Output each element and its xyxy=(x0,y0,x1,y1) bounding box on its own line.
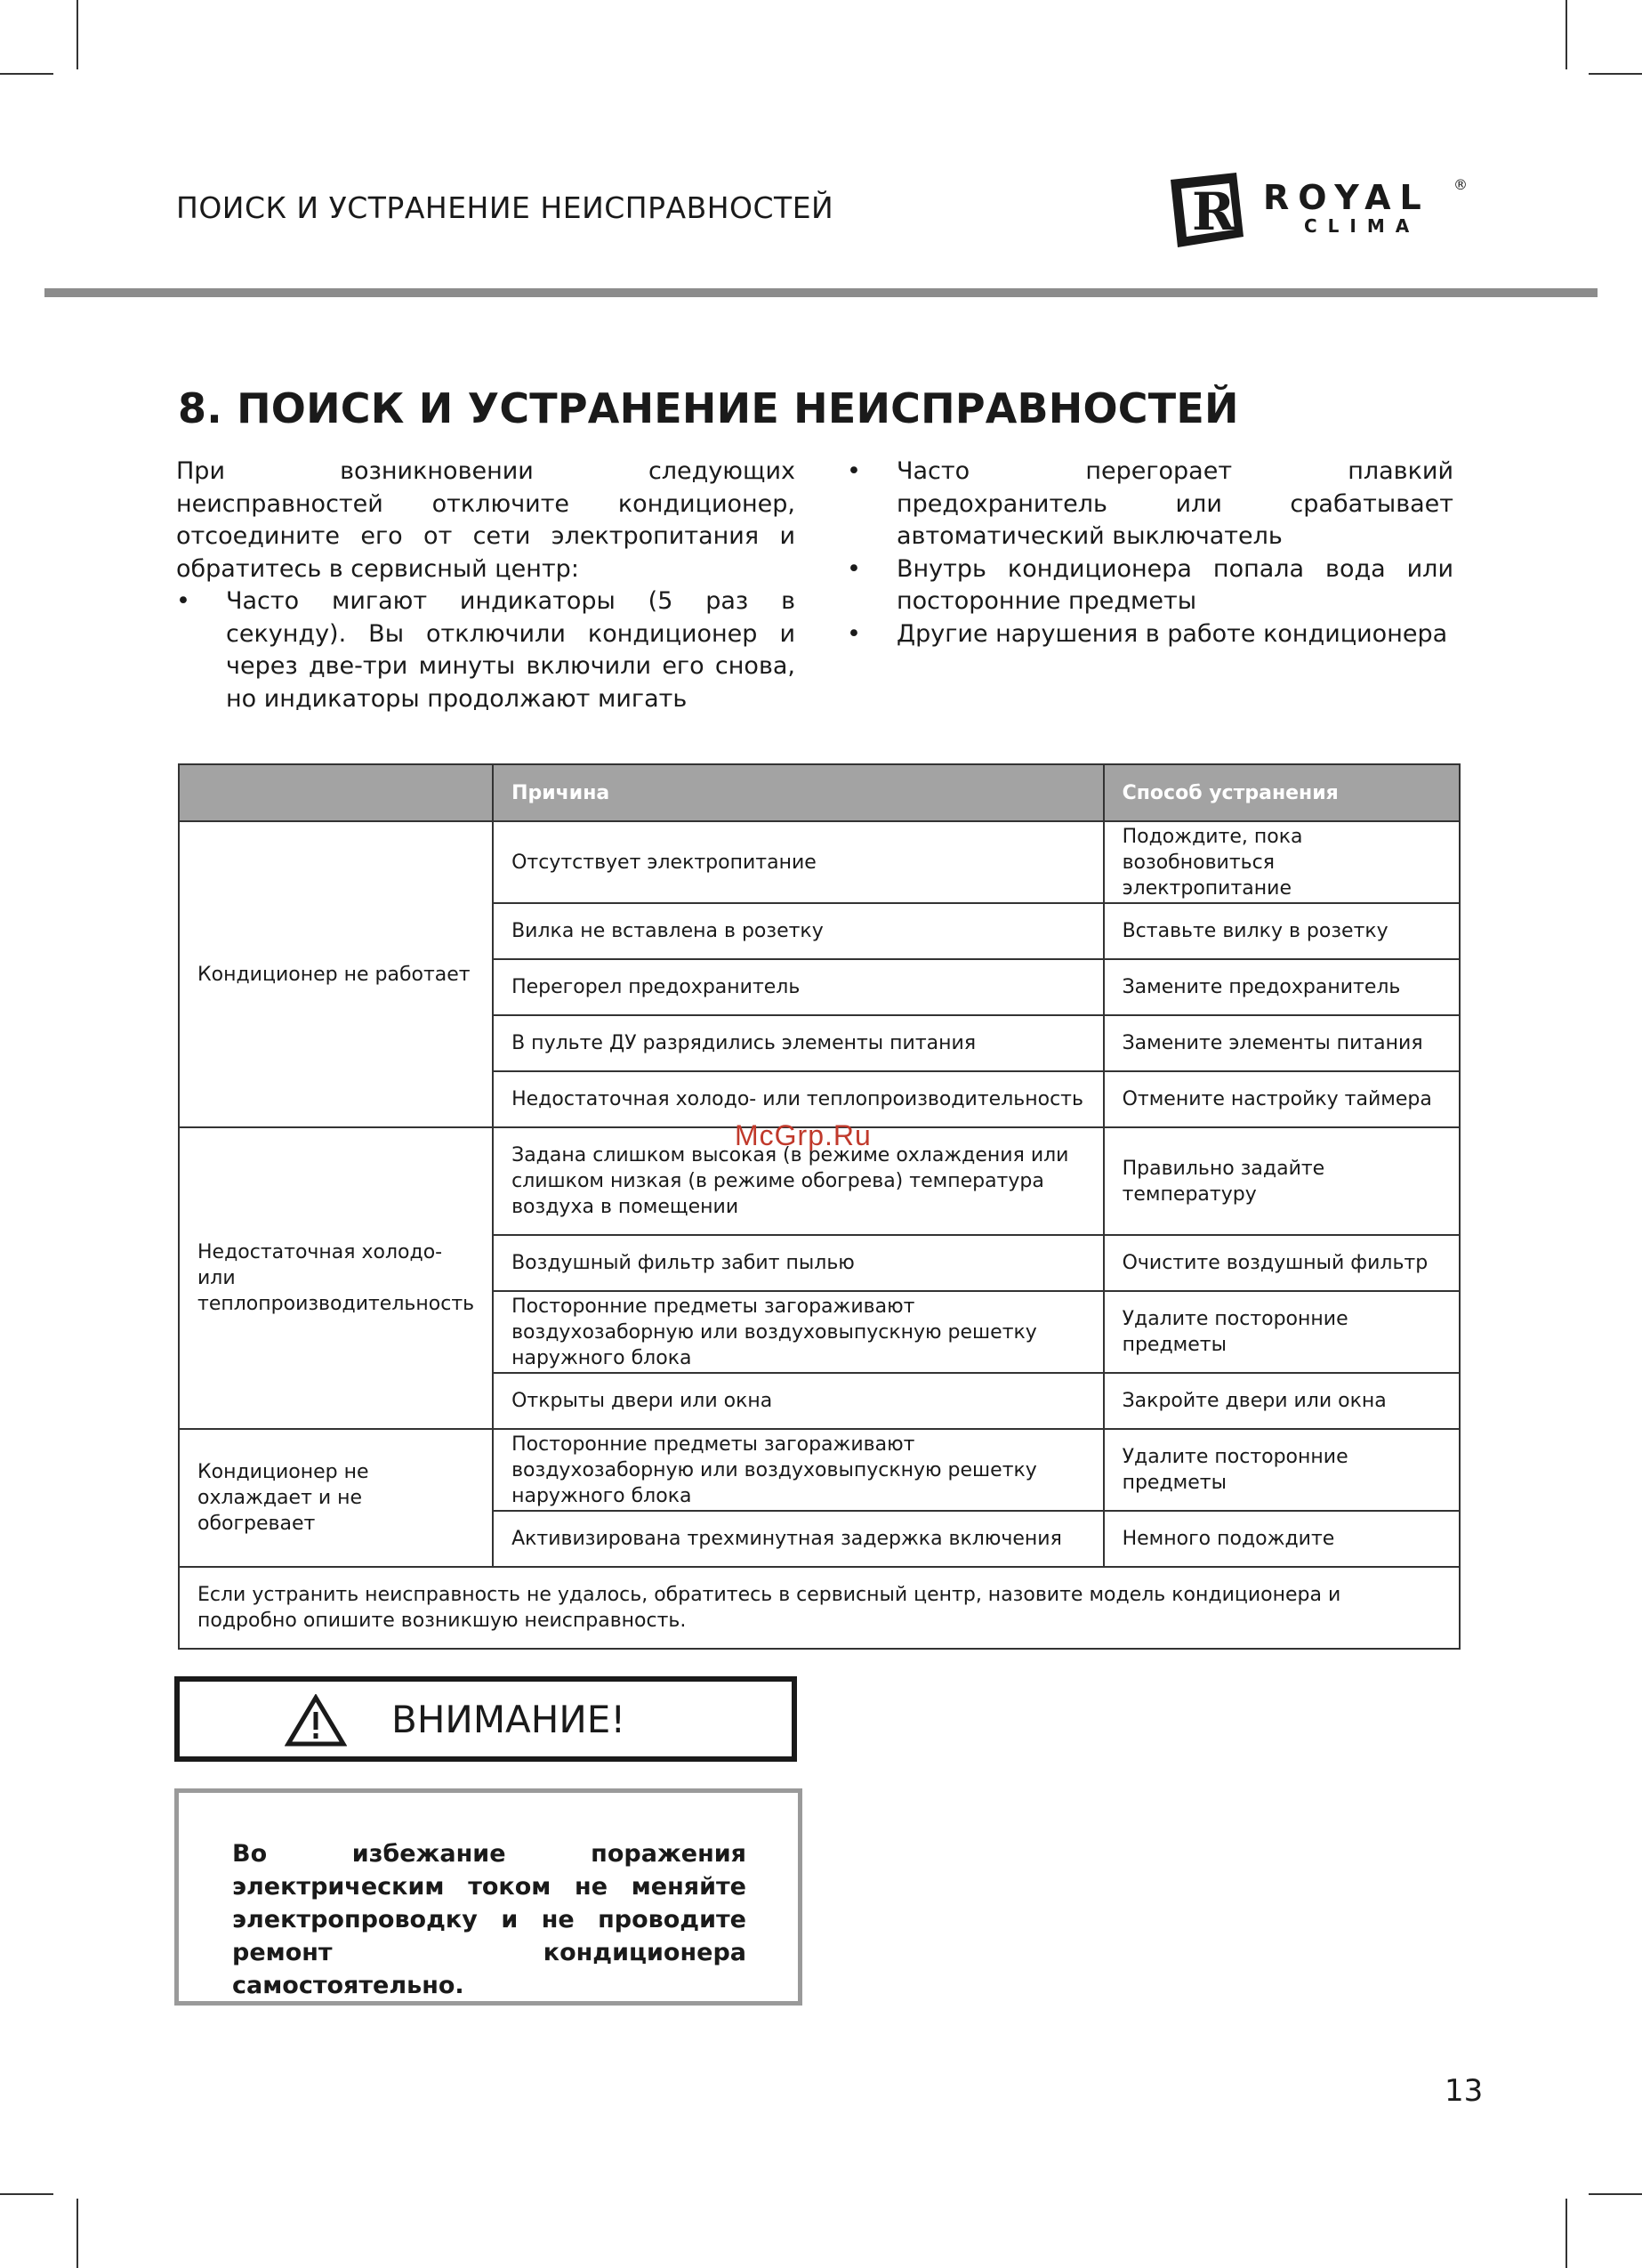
solution-cell: Правильно задайте температуру xyxy=(1104,1127,1460,1235)
bullet-item: • Внутрь кондиционера попала вода или посторонние предметы xyxy=(847,553,1453,618)
brand-name-top: ROYAL xyxy=(1263,178,1430,217)
crop-mark xyxy=(1589,73,1642,75)
running-title: ПОИСК И УСТРАНЕНИЕ НЕИСПРАВНОСТЕЙ xyxy=(176,190,834,225)
solution-cell: Очистите воздушный фильтр xyxy=(1104,1235,1460,1291)
header-cell-problem xyxy=(179,764,493,821)
table-footer-note: Если устранить неисправность не удалось, обратитесь в сервисный центр, назовите модель кондиционера и подробно опишите возникшую неисправность. xyxy=(179,1567,1460,1649)
cause-cell: Недостаточная холодо- или теплопроизводительность xyxy=(493,1071,1103,1127)
crop-mark xyxy=(1566,2199,1567,2268)
registered-mark: ® xyxy=(1453,176,1468,193)
header-divider xyxy=(44,288,1598,297)
cause-cell: Активизирована трехминутная задержка включения xyxy=(493,1511,1103,1567)
crop-mark xyxy=(0,73,53,75)
header-cell-cause: Причина xyxy=(493,764,1103,821)
brand-logo xyxy=(1163,171,1466,251)
cause-cell: Отсутствует электропитание xyxy=(493,821,1103,903)
warning-box xyxy=(174,1788,802,2006)
problem-cell: Недостаточная холодо- или теплопроизводительность xyxy=(179,1127,493,1429)
cause-cell: Открыты двери или окна xyxy=(493,1373,1103,1429)
table-row xyxy=(179,1429,1460,1511)
warning-text: Во избежание поражения электрическим током не меняйте электропроводку и не проводите ремонт кондиционера самостоятельно. xyxy=(232,1840,746,1999)
crop-mark xyxy=(76,2199,78,2268)
intro-column-left xyxy=(176,456,795,715)
cause-cell: Посторонние предметы загораживают воздухозаборную или воздуховыпускную решетку наружного блока xyxy=(493,1291,1103,1373)
solution-cell: Замените предохранитель xyxy=(1104,959,1460,1015)
intro-column-right xyxy=(847,456,1453,650)
bullet-item: • Часто мигают индикаторы (5 раз в секунду). Вы отключили кондиционер и через две-три минуты включили его снова, но индикаторы продолжают мигать xyxy=(176,585,795,715)
crop-mark xyxy=(0,2193,53,2195)
section-title: 8. ПОИСК И УСТРАНЕНИЕ НЕИСПРАВНОСТЕЙ xyxy=(178,384,1239,432)
solution-cell: Отмените настройку таймера xyxy=(1104,1071,1460,1127)
solution-cell: Вставьте вилку в розетку xyxy=(1104,903,1460,959)
warning-header xyxy=(174,1676,797,1762)
table-header-row xyxy=(179,764,1460,821)
intro-paragraph: При возникновении следующих неисправностей отключите кондиционер, отсоедините его от сети электропитания и обратитесь в сервисный центр: xyxy=(176,457,795,583)
brand-mark-letter: R xyxy=(1192,182,1236,242)
warning-title: ВНИМАНИЕ! xyxy=(391,1698,626,1741)
table-row xyxy=(179,821,1460,903)
brand-mark-icon xyxy=(1163,171,1252,251)
solution-cell: Закройте двери или окна xyxy=(1104,1373,1460,1429)
solution-cell: Подождите, пока возобновиться электропитание xyxy=(1104,821,1460,903)
bullet-item: • Другие нарушения в работе кондиционера xyxy=(847,618,1453,651)
watermark: McGrp.Ru xyxy=(735,1119,872,1151)
problem-cell: Кондиционер не работает xyxy=(179,821,493,1127)
warning-triangle-icon xyxy=(285,1694,347,1747)
brand-name-bottom: CLIMA xyxy=(1304,215,1421,237)
cause-cell: Воздушный фильтр забит пылью xyxy=(493,1235,1103,1291)
header-cell-solution: Способ устранения xyxy=(1104,764,1460,821)
crop-mark xyxy=(76,0,78,69)
solution-cell: Удалите посторонние предметы xyxy=(1104,1429,1460,1511)
crop-mark xyxy=(1566,0,1567,69)
cause-cell: В пульте ДУ разрядились элементы питания xyxy=(493,1015,1103,1071)
right-bullet-list xyxy=(847,456,1453,650)
solution-cell: Немного подождите xyxy=(1104,1511,1460,1567)
bullet-item: • Часто перегорает плавкий предохранитель или срабатывает автоматический выключатель xyxy=(847,456,1453,553)
crop-mark xyxy=(1589,2193,1642,2195)
table-footer-row xyxy=(179,1567,1460,1649)
solution-cell: Замените элементы питания xyxy=(1104,1015,1460,1071)
left-bullet-list xyxy=(176,585,795,715)
troubleshooting-table xyxy=(178,763,1461,1650)
cause-cell: Задана слишком высокая (в режиме охлаждения или слишком низкая (в режиме обогрева) температура воздуха в помещении xyxy=(493,1127,1103,1235)
page-number: 13 xyxy=(1445,2073,1484,2109)
cause-cell: Вилка не вставлена в розетку xyxy=(493,903,1103,959)
problem-cell: Кондиционер не охлаждает и не обогревает xyxy=(179,1429,493,1567)
cause-cell: Посторонние предметы загораживают воздухозаборную или воздуховыпускную решетку наружного блока xyxy=(493,1429,1103,1511)
solution-cell: Удалите посторонние предметы xyxy=(1104,1291,1460,1373)
cause-cell: Перегорел предохранитель xyxy=(493,959,1103,1015)
